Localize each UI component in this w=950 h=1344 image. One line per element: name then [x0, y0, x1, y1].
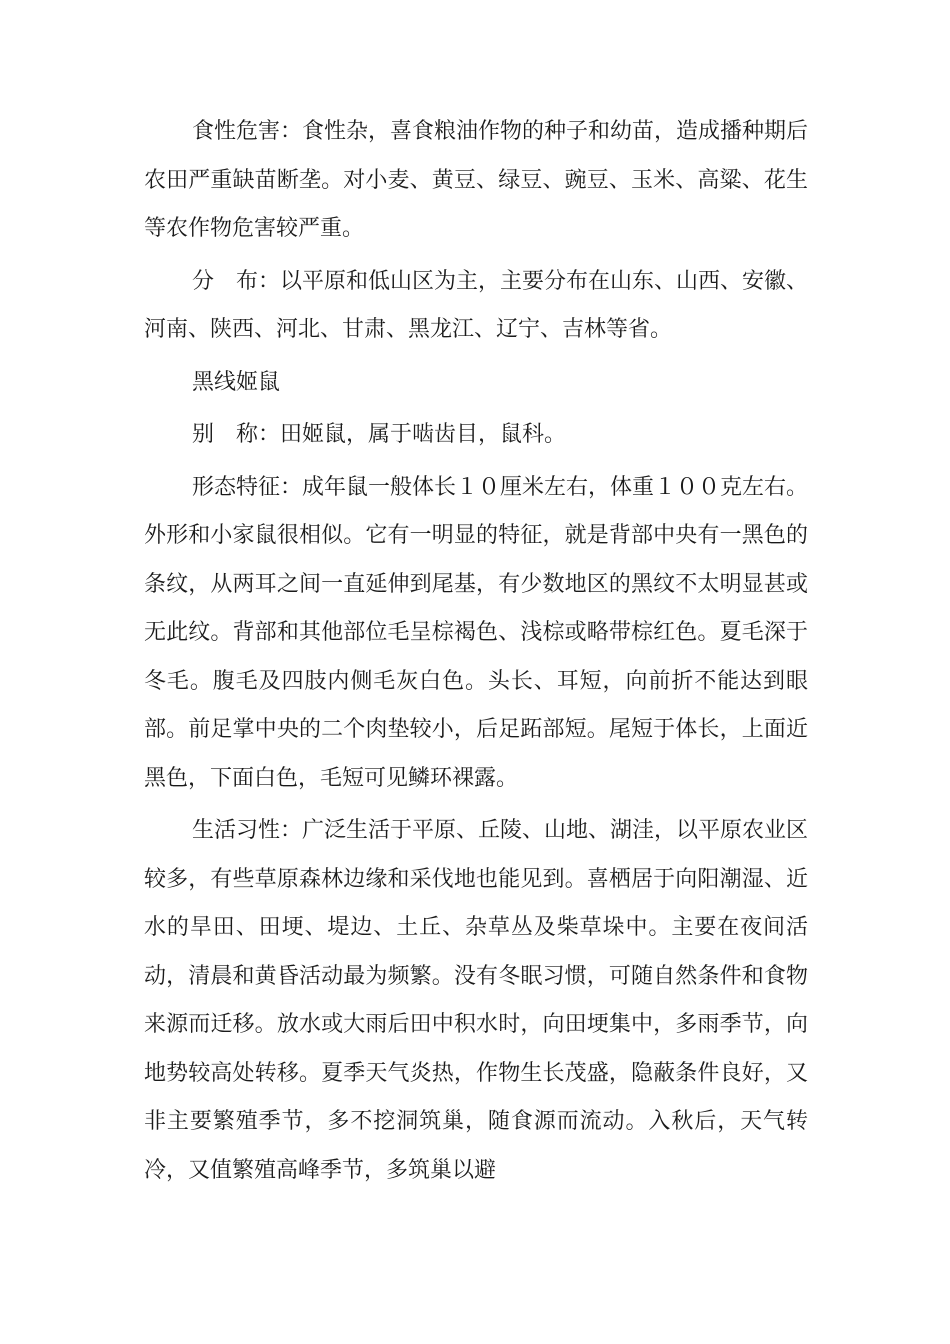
paragraph-distribution: 分 布：以平原和低山区为主，主要分布在山东、山西、安徽、河南、陕西、河北、甘肃、黑龙江、辽宁、吉林等省。	[144, 268, 809, 342]
paragraph-morphology: 形态特征：成年鼠一般体长１０厘米左右，体重１００克左右。外形和小家鼠很相似。它有一明显的特征，就是背部中央有一黑色的条纹，从两耳之间一直延伸到尾基，有少数地区的黑纹不太明显甚或无此纹。背部和其他部位毛呈棕褐色、浅棕或略带棕红色。夏毛深于冬毛。腹毛及四肢内侧毛灰白色。头长、耳短，向前折不能达到眼部。前足掌中央的二个肉垫较小，后足跖部短。尾短于体长，上面近黑色，下面白色，毛短可见鳞环裸露。	[144, 474, 809, 791]
paragraph-habits: 生活习性：广泛生活于平原、丘陵、山地、湖洼，以平原农业区较多，有些草原森林边缘和采伐地也能见到。喜栖居于向阳潮湿、近水的旱田、田埂、堤边、土丘、杂草丛及柴草垛中。主要在夜间活动，清晨和黄昏活动最为频繁。没有冬眠习惯，可随自然条件和食物来源而迁移。放水或大雨后田中积水时，向田埂集中，多雨季节，向地势较高处转移。夏季天气炎热，作物生长茂盛，隐蔽条件良好，又非主要繁殖季节，多不挖洞筑巢，随食源而流动。入秋后，天气转冷，又值繁殖高峰季节，多筑巢以避	[144, 818, 809, 1183]
document-body	[144, 108, 808, 1199]
paragraph-feeding-damage: 食性危害：食性杂，喜食粮油作物的种子和幼苗，造成播种期后农田严重缺苗断垄。对小麦、黄豆、绿豆、豌豆、玉米、高粱、花生等农作物危害较严重。	[144, 119, 809, 241]
section-heading-species: 黑线姬鼠	[192, 369, 281, 395]
paragraph-alias: 别 称：田姬鼠，属于啮齿目，鼠科。	[192, 422, 567, 447]
